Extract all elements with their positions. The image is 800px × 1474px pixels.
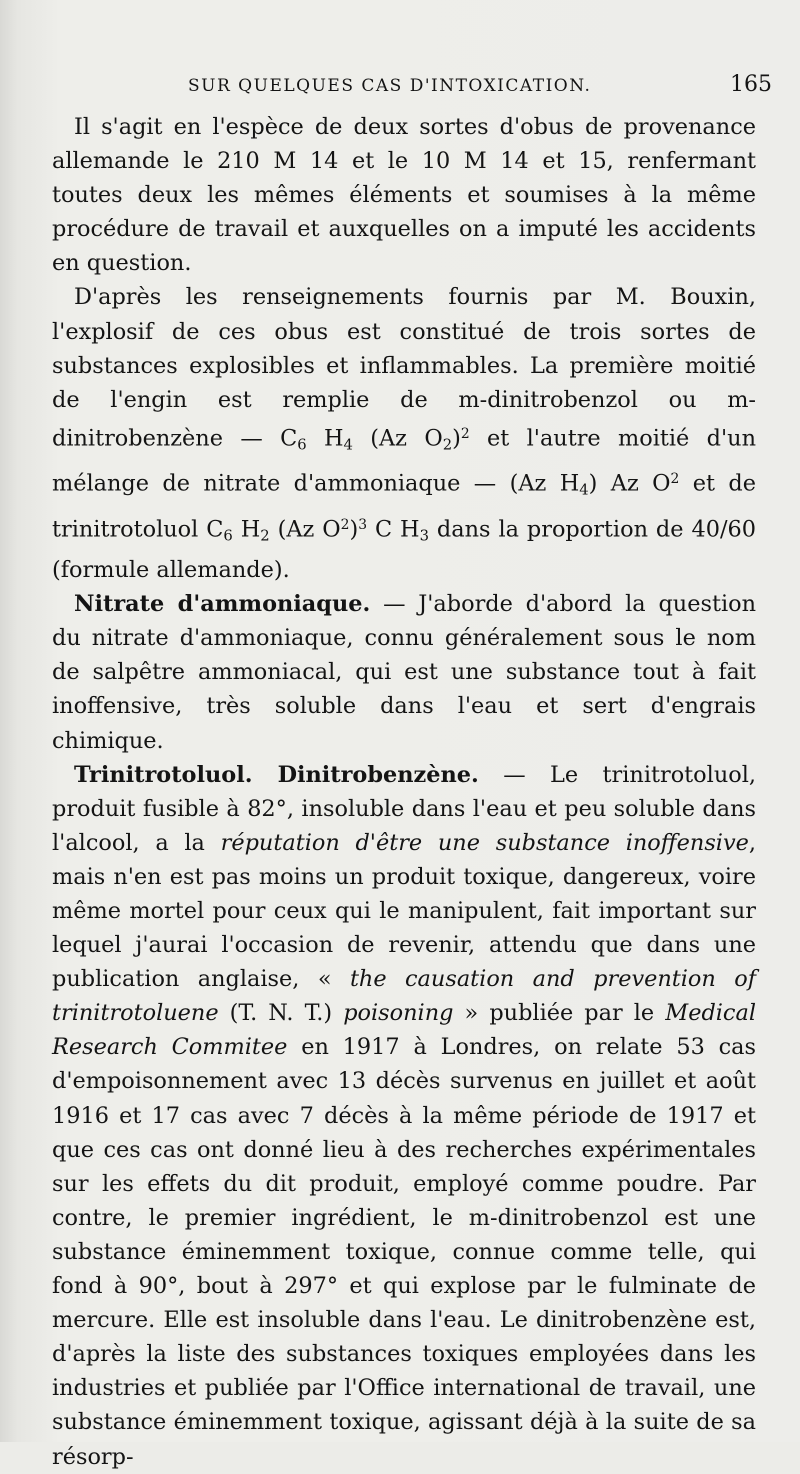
paragraph-nitrate	[52, 587, 756, 757]
text-run: (Az O	[269, 516, 341, 543]
superscript: 2	[340, 516, 350, 533]
subscript: 2	[260, 526, 270, 544]
text-run: dans la proportion de 40/60 (formule allemande).	[52, 516, 756, 584]
body-text	[52, 110, 756, 1474]
text-run: (Az O	[352, 425, 443, 452]
superscript: 3	[358, 516, 368, 533]
superscript: 2	[460, 425, 470, 442]
section-heading-nitrate: Nitrate d'ammoniaque.	[74, 591, 371, 618]
page-number: 165	[730, 72, 772, 97]
text-run: » publiée par le	[453, 1000, 666, 1027]
superscript: 2	[670, 471, 680, 488]
running-title: SUR QUELQUES CAS D'INTOXICATION.	[188, 76, 592, 96]
text-run: en 1917 à Londres, on relate 53 cas d'empoisonnement avec 13 décès survenus en juillet et août 1916 et 17 cas avec 7 décès à la même période de 1917 et que ces cas ont donné lieu à des recherches expérimentales sur les effets du dit produit, employé comme poudre. Par contre, le premier ingrédient, le m-dinitrobenzol est une substance éminemment toxique, connue comme telle, qui fond à 90°, bout à 297° et qui explose par le fulminate de mercure. Elle est insoluble dans l'eau. Le dinitrobenzène est, d'après la liste des substances toxiques employées dans les industries et publiée par l'Office international de travail, une substance éminemment toxique, agissant déjà à la suite de sa résorp-	[52, 1034, 756, 1470]
text-run: , mais n'en est pas moins un produit toxique, dangereux, voire même mortel pour ceux qui le manipulent, fait important sur lequel j'aurai l'occasion de revenir, attendu que dans une publication anglaise, «	[52, 829, 756, 993]
text-run: D'après les renseignements fournis par M. Bouxin, l'explosif de ces obus est constitué de trois sortes de substances explosibles et inflammables. La première moitié de l'engin est remplie de m-dinitrobenzol ou m-dinitrobenzène — C	[52, 284, 756, 452]
text-run: )	[349, 516, 359, 543]
text-run: H	[232, 516, 261, 543]
paragraph-trinitrotoluol	[52, 758, 756, 1474]
text-run: C H	[367, 516, 420, 543]
paragraph-obus	[52, 110, 756, 280]
text-run: )	[452, 425, 461, 452]
italic-run: Medical Research Commitee	[52, 1000, 756, 1061]
subscript: 6	[223, 526, 233, 544]
text-run: et l'autre moitié d'un mélange de nitrate d'ammoniaque — (Az H	[52, 425, 756, 497]
paragraph-text: Il s'agit en l'espèce de deux sortes d'obus de provenance allemande le 210 M 14 et le 10 M 14 et 15, renfermant toutes deux les mêmes éléments et soumises à la même procédure de travail et auxquelles on a imputé les accidents en question.	[52, 114, 756, 277]
italic-run: réputation d'être une substance inoffensive	[220, 829, 749, 856]
subscript: 6	[297, 436, 307, 454]
section-heading-trinitrotoluol: Trinitrotoluol. Dinitrobenzène.	[74, 761, 479, 788]
subscript: 2	[442, 436, 453, 454]
italic-run: the causation and prevention of trinitrotoluene	[52, 966, 757, 1027]
text-run: et de trinitrotoluol C	[52, 470, 756, 543]
text-run: ) Az O	[588, 470, 671, 497]
subscript: 4	[343, 436, 353, 454]
paragraph-explosif	[52, 280, 756, 587]
text-run: (T. N. T.)	[218, 1000, 344, 1027]
text-run: — Le trinitrotoluol, produit fusible à 82°, insoluble dans l'eau et peu soluble dans l'alcool, a la	[52, 761, 757, 856]
text-run: H	[306, 425, 344, 452]
page-header	[56, 70, 772, 106]
subscript: 4	[579, 481, 589, 499]
italic-run: poisoning	[343, 1000, 454, 1027]
text-run: — J'aborde d'abord la question du nitrate d'ammoniaque, connu généralement sous le nom de salpêtre ammoniacal, qui est une substance tout à fait inoffensive, très soluble dans l'eau et sert d'engrais chimique.	[52, 591, 757, 754]
subscript: 3	[419, 526, 429, 544]
